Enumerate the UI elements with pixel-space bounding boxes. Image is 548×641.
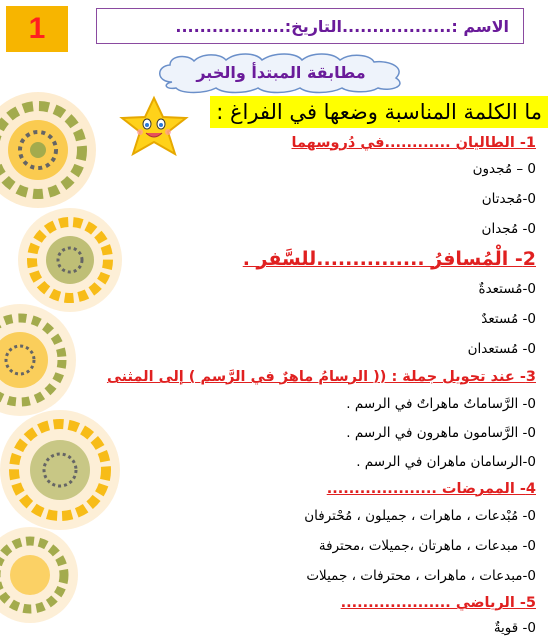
option[interactable]: 0- مُبْدعات ، ماهرات ، جميلون ، مُحْترفان: [304, 508, 536, 524]
option[interactable]: 0-مُجدتان: [481, 191, 536, 207]
title-cloud: [152, 52, 410, 92]
option[interactable]: 0- مُستعدان: [467, 341, 536, 357]
option[interactable]: 0- قويةٌ: [493, 620, 536, 636]
option[interactable]: 0-الرسامان ماهران في الرسم .: [356, 454, 536, 470]
option[interactable]: 0 – مُجدون: [472, 161, 536, 177]
question-prompt: 1- الطاليان ............في دُروسهما: [291, 135, 536, 151]
instruction-banner: ما الكلمة المناسبة وضعها في الفراغ :: [210, 96, 548, 128]
option[interactable]: 0- مُجدان: [481, 221, 536, 237]
option[interactable]: 0- الرَّسامون ماهرون في الرسم .: [346, 425, 536, 441]
option[interactable]: 0- مُستعدٌ: [481, 311, 536, 327]
mandala-decoration: [0, 0, 110, 617]
worksheet-title: مطابقة المبتدأ والخبر: [196, 62, 366, 82]
question-prompt: 2- الْمُسافرُ ...............للسَّفر .: [242, 248, 536, 270]
question-prompt: 5- الرياضي ....................: [340, 595, 536, 611]
question-prompt: 3- عند تحويل جملة : (( الرسامُ ماهرٌ في الرَّسم ) إلى المثنى: [106, 369, 536, 385]
option[interactable]: 0-مُستعدةٌ: [478, 281, 536, 297]
option[interactable]: 0- مبدعات ، ماهرتان ،جميلات ،محترفة: [318, 538, 536, 554]
question-prompt: 4- الممرضات ....................: [326, 481, 536, 497]
questions-list: [106, 132, 536, 641]
option[interactable]: 0-مبدعات ، ماهرات ، محترفات ، جميلات: [306, 568, 536, 584]
name-date-header: الاسم :..................التاريخ:..................: [96, 8, 524, 44]
option[interactable]: 0- الرَّساماتُ ماهراتٌ في الرسم .: [346, 396, 536, 412]
page-number: 1: [6, 6, 68, 52]
